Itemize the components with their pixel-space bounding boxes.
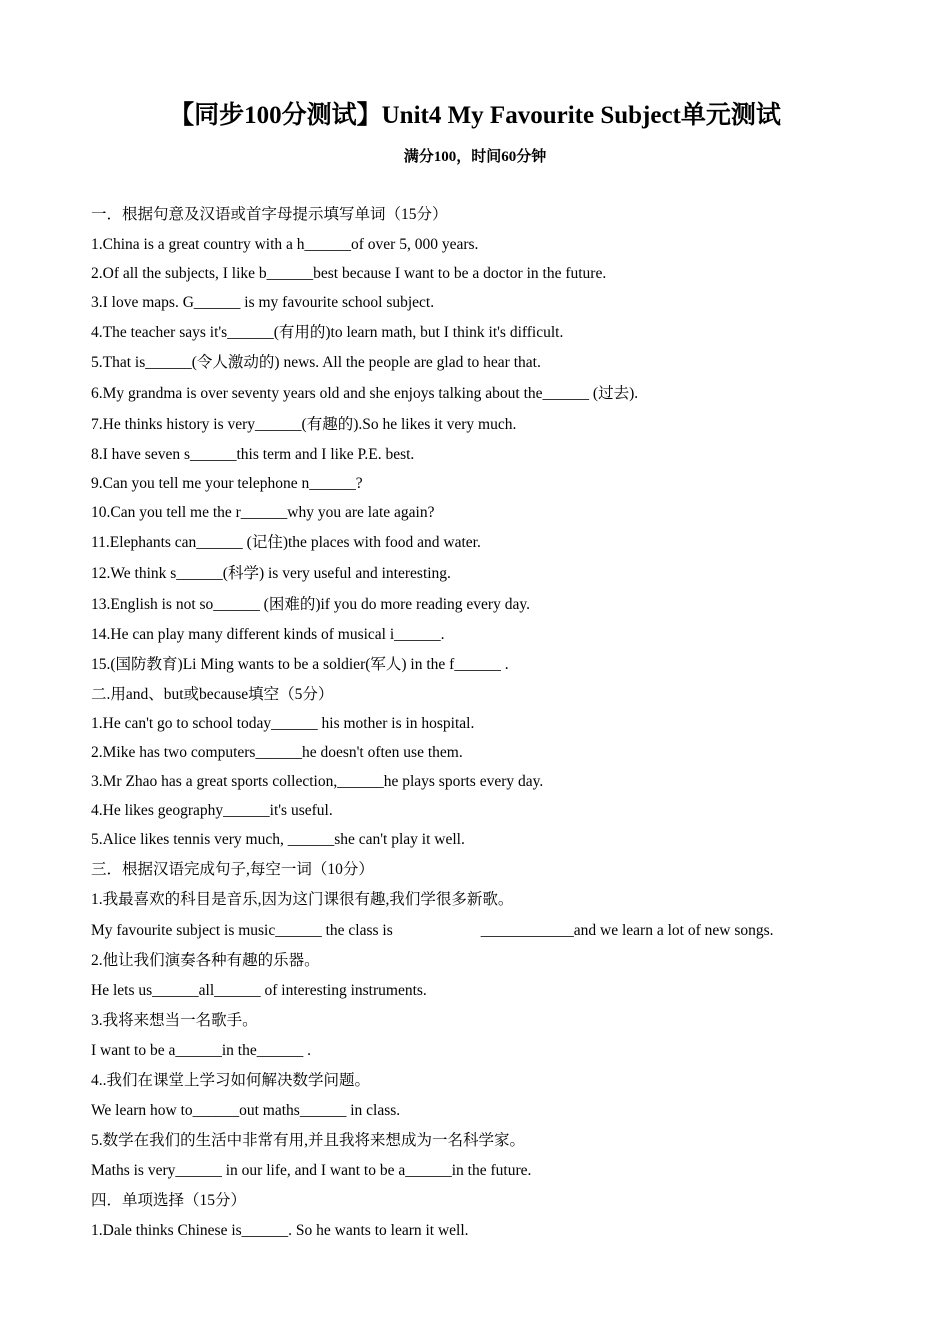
question-line: 1.He can't go to school today______ his mother is in hospital. [91, 715, 475, 732]
section-heading: 四．单项选择（15分） [91, 1192, 247, 1209]
question-line: 2.Of all the subjects, I like b______best because I want to be a doctor in the future. [91, 265, 607, 282]
question-line: He lets us______all______ of interesting instruments. [91, 982, 427, 999]
question-line: I want to be a______in the______ . [91, 1042, 311, 1059]
question-line: 10.Can you tell me the r______why you are late again? [91, 504, 435, 521]
question-line: 3.Mr Zhao has a great sports collection,______he plays sports every day. [91, 773, 544, 790]
section-heading: 二.用and、but或because填空（5分） [91, 686, 334, 703]
question-prompt-cn: 3.我将来想当一名歌手。 [91, 1012, 258, 1029]
question-line: 4.The teacher says it's______(有用的)to learn math, but I think it's difficult. [91, 324, 564, 341]
page-subtitle: 满分100，时间60分钟 [403, 149, 547, 165]
question-prompt-cn: 5.数学在我们的生活中非常有用,并且我将来想成为一名科学家。 [91, 1132, 526, 1149]
question-line: Maths is very______ in our life, and I want to be a______in the future. [91, 1162, 532, 1179]
question-line: 7.He thinks history is very______(有趣的).So he likes it very much. [91, 416, 517, 433]
page-title: 【同步100分测试】Unit4 My Favourite Subject单元测试 [169, 102, 781, 129]
question-line: 14.He can play many different kinds of musical i______. [91, 626, 445, 643]
question-line: 13.English is not so______ (困难的)if you do more reading every day. [91, 596, 530, 613]
question-prompt-cn: 1.我最喜欢的科目是音乐,因为这门课很有趣,我们学很多新歌。 [91, 891, 514, 908]
question-line: 5.Alice likes tennis very much, ______she can't play it well. [91, 831, 465, 848]
question-line: 15.(国防教育)Li Ming wants to be a soldier(军人) in the f______ . [91, 656, 509, 673]
question-line: 4.He likes geography______it's useful. [91, 802, 333, 819]
question-line: 3.I love maps. G______ is my favourite school subject. [91, 294, 435, 311]
question-prompt-cn: 4..我们在课堂上学习如何解决数学问题。 [91, 1072, 371, 1089]
question-line: 8.I have seven s______this term and I like P.E. best. [91, 446, 415, 463]
question-line: 9.Can you tell me your telephone n______? [91, 475, 363, 492]
question-line: We learn how to______out maths______ in class. [91, 1102, 401, 1119]
question-prompt-cn: 2.他让我们演奏各种有趣的乐器。 [91, 952, 320, 969]
question-line: 6.My grandma is over seventy years old and she enjoys talking about the______ (过去). [91, 385, 639, 402]
exercise-body [91, 204, 891, 1242]
section-heading: 一．根据句意及汉语或首字母提示填写单词（15分） [91, 206, 448, 223]
question-line [91, 920, 891, 942]
question-line-part: ____________and we learn a lot of new songs. [480, 922, 774, 939]
question-line: 1.Dale thinks Chinese is______. So he wants to learn it well. [91, 1222, 469, 1239]
question-line: 12.We think s______(科学) is very useful and interesting. [91, 565, 451, 582]
question-line-part: My favourite subject is music______ the class is [91, 922, 393, 939]
question-line: 2.Mike has two computers______he doesn't often use them. [91, 744, 463, 761]
question-line: 5.That is______(令人激动的) news. All the people are glad to hear that. [91, 354, 541, 371]
section-heading: 三．根据汉语完成句子,每空一词（10分） [91, 861, 374, 878]
question-line: 11.Elephants can______ (记住)the places with food and water. [91, 534, 481, 551]
question-line: 1.China is a great country with a h______of over 5, 000 years. [91, 236, 479, 253]
